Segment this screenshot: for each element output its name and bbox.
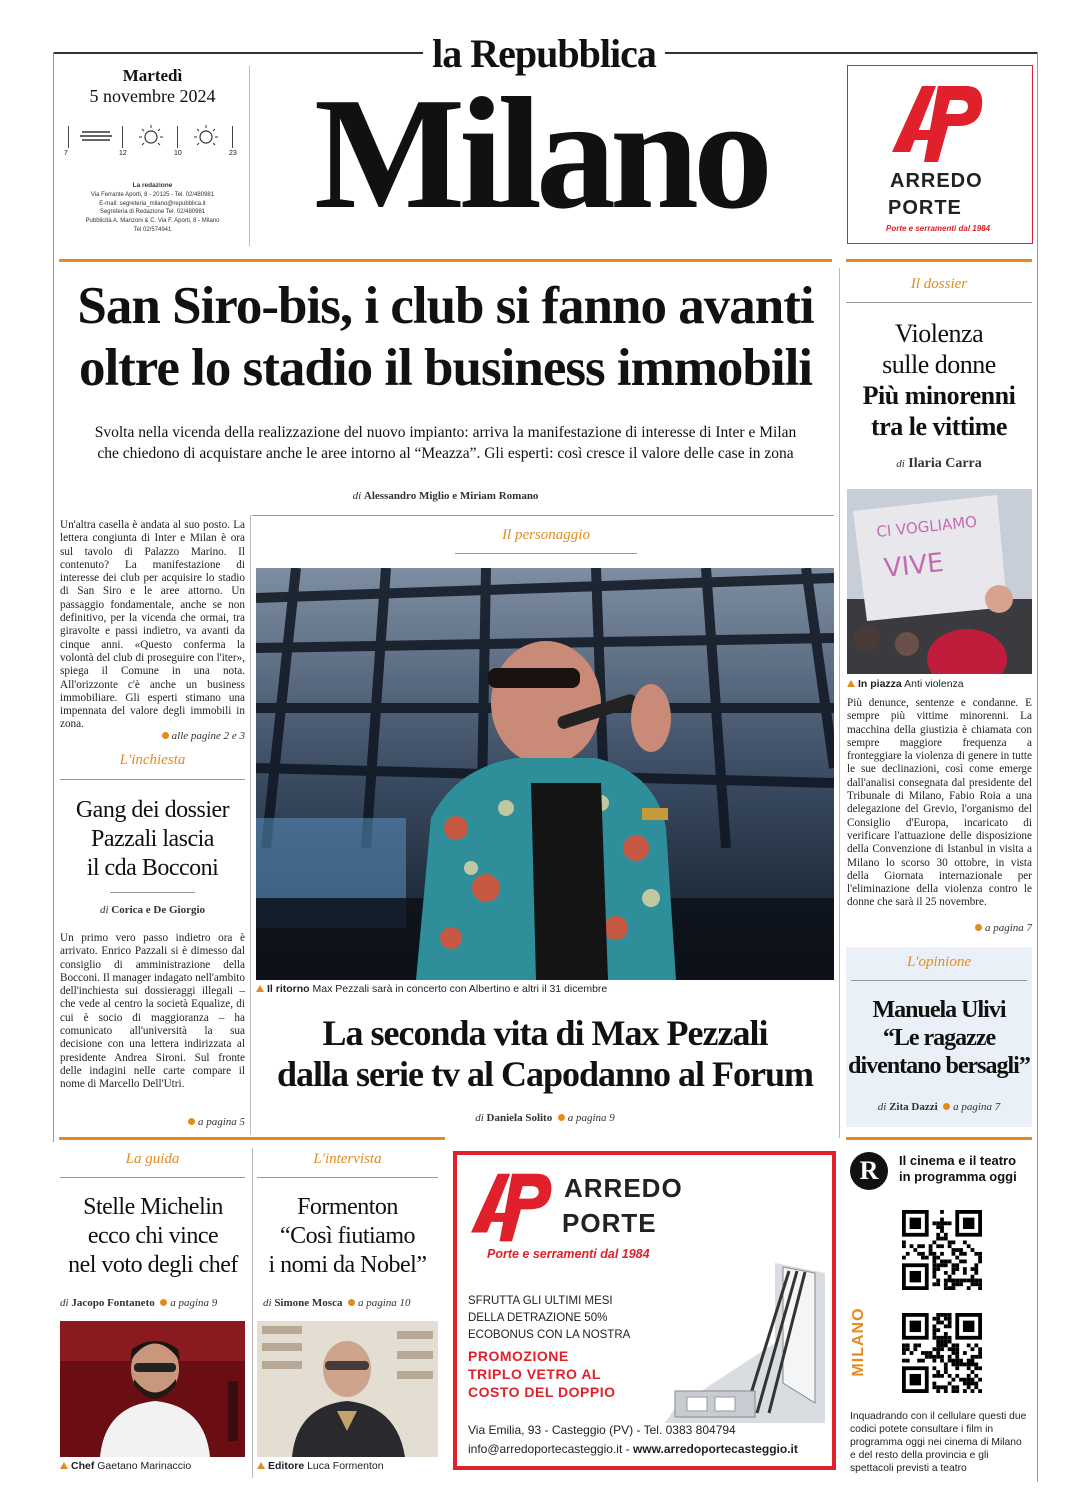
bottom-ad[interactable] — [453, 1151, 836, 1470]
editor-photo — [257, 1321, 438, 1457]
opinione-jump[interactable]: a pagina 7 — [953, 1101, 1001, 1113]
brand-logo[interactable]: la Repubblica — [432, 31, 656, 76]
guida-kicker: La guida — [125, 1151, 180, 1167]
redazione-line: Pubblicità A. Manzoni & C. Via F. Aporti, 8 - Milano — [85, 218, 220, 225]
chef-photo — [60, 1321, 245, 1457]
personaggio-jump[interactable]: a pagina 9 — [567, 1112, 615, 1124]
qr-code-cinema[interactable] — [902, 1210, 982, 1290]
ad-tagline: Porte e serramenti dal 1984 — [886, 224, 991, 233]
bottom-ad-email[interactable]: info@arredoportecasteggio.it - — [468, 1442, 633, 1456]
dossier-caption: In piazza Anti violenza — [847, 678, 1032, 690]
lead-deck-2: che chiedono di acquistare anche le aree intorno al “Meazza”. Gli esperti: così cresce il valore delle case in zona — [97, 445, 794, 462]
qr-code-teatro[interactable] — [902, 1313, 982, 1393]
cinema-text: Inquadrando con il cellulare questi due codici potete consultare i film in programma oggi nei cinema di Milano e del resto della provincia e gli spettacoli previsti a teatro — [850, 1411, 1027, 1474]
ap-logo-icon — [467, 1163, 557, 1250]
top-ad[interactable] — [847, 65, 1033, 244]
pezzali-photo — [256, 568, 834, 980]
repubblica-badge: R — [850, 1152, 888, 1190]
intervista-headline[interactable]: Formenton “Così fiutiamo i nomi da Nobel” — [268, 1194, 427, 1278]
date: 5 novembre 2024 — [89, 86, 216, 106]
opinione-byline: di Zita Dazzi a pagina 7 — [877, 1101, 1001, 1113]
weather-strip — [60, 122, 245, 162]
fog-icon — [80, 130, 112, 149]
ap-logo-icon — [888, 74, 988, 171]
bottom-ad-promo: PROMOZIONE TRIPLO VETRO AL COSTO DEL DOPPIO — [468, 1348, 616, 1400]
ad-name-1: ARREDO — [890, 170, 983, 192]
lead-headline-2[interactable]: oltre lo stadio il business immobili — [78, 339, 813, 397]
bottom-ad-tagline: Porte e serramenti dal 1984 — [487, 1247, 650, 1261]
personaggio-byline: di Daniela Solito a pagina 9 — [475, 1112, 615, 1124]
inchiesta-body: Un primo vero passo indietro ora è arrivato. Enrico Pazzali si è dimesso dal consiglio di amministrazione della Bocconi. Il manager indagato nell'ambito dell'inchiesta sui dossieraggi illegali – che vede al centro la società Equalize, di cui è socio di maggioranza – ha comunicato all'università la sua decisione con una lettera indirizzata al presidente Andrea Sironi. Sul fronte delle indagini nelle carte compare il nome di Marcello Dell'Utri. — [60, 932, 245, 1091]
ad-name-2: PORTE — [888, 197, 962, 219]
dossier-headline[interactable]: Violenza sulle donne Più minorenni tra le vittime — [862, 319, 1016, 441]
inchiesta-headline[interactable]: Gang dei dossier Pazzali lascia il cda Bocconi — [75, 797, 230, 881]
bottom-ad-name-1: ARREDO — [564, 1173, 683, 1203]
opinione-kicker: L'opinione — [906, 954, 972, 970]
temp-4: 23 — [229, 150, 237, 157]
lead-deck-1: Svolta nella vicenda della realizzazione del nuovo impianto: arriva la manifestazione di interesse di Inter e Milan — [94, 424, 797, 441]
redazione-line: Via Ferrante Aporti, 8 - 20125 - Tel. 02/480981 — [90, 191, 215, 198]
cinema-side-label: MILANO — [850, 1307, 867, 1377]
intervista-jump[interactable]: a pagina 10 — [357, 1297, 411, 1309]
cinema-box — [847, 1147, 1032, 1477]
redazione-line: E-mail: segreteria_milano@repubblica.it — [99, 200, 206, 207]
inchiesta-byline: di Corica e De Giorgio — [99, 904, 206, 916]
guida-headline[interactable]: Stelle Michelin ecco chi vince nel voto degli chef — [68, 1194, 238, 1278]
dossier-kicker: Il dossier — [910, 276, 968, 292]
bottom-ad-address: Via Emilia, 93 - Casteggio (PV) - Tel. 0383 804794 — [468, 1423, 736, 1437]
svg-text:VIVE: VIVE — [882, 547, 946, 584]
dossier-jump[interactable]: a pagina 7 — [847, 922, 1032, 934]
dossier-body: Più denunce, sentenze e condanne. E sempre più vittime minorenni. La macchina della giustizia è chiamata con sempre maggiore frequenza a fronteggiare la violenza di genere in tutte le sue declinazioni, così come emerge dall'analisi consegnata dal presidente del Tribunale di Milano, Fabio Roia a una delegazione del Grevio, l'organismo del Consiglio d'Europa, incaricato di verificare l'attuazione delle disposizione della Convenzione di Istanbul in visita a Milano lo scorso 30 ottobre, in vista della Giornata internazionale per l'eliminazione della violenza contro le donne che sarà il 25 novembre. — [847, 697, 1032, 909]
sun-icon — [136, 124, 166, 153]
personaggio-headline-1[interactable]: La seconda vita di Max Pezzali — [322, 1013, 768, 1053]
personaggio-kicker: Il personaggio — [502, 527, 590, 543]
guida-jump[interactable]: a pagina 9 — [170, 1297, 218, 1309]
temp-3: 10 — [174, 150, 182, 157]
edition-title: Milano — [314, 64, 767, 242]
bottom-ad-name-2: PORTE — [562, 1208, 657, 1238]
redazione-line: Tel 02/574941 — [133, 226, 172, 233]
personaggio-caption: Il ritorno Max Pezzali sarà in concerto con Albertino e altri il 31 dicembre — [256, 983, 834, 995]
sun-icon — [191, 124, 221, 153]
svg-text:CI VOGLIAMO: CI VOGLIAMO — [875, 512, 978, 541]
inchiesta-jump[interactable]: a pagina 5 — [60, 1116, 245, 1128]
redazione-line: Segreteria di Redazione Tel. 02/480981 — [99, 209, 206, 216]
redazione-title: La redazione — [132, 182, 173, 189]
bottom-ad-web[interactable]: www.arredoportecasteggio.it — [632, 1442, 798, 1456]
date-block — [60, 66, 245, 107]
day: Martedì — [122, 66, 183, 85]
bottom-ad-lines: SFRUTTA GLI ULTIMI MESI DELLA DETRAZIONE 50% ECOBONUS CON LA NOSTRA — [468, 1295, 631, 1341]
personaggio-headline-2[interactable]: dalla serie tv al Capodanno al Forum — [276, 1054, 814, 1094]
dossier-byline: di Ilaria Carra — [896, 456, 982, 471]
guida-byline: di Jacopo Fontaneto a pagina 9 — [60, 1297, 218, 1309]
lead-body: Un'altra casella è andata al suo posto. La lettera congiunta di Inter e Milan è ora sul tavolo di Palazzo Marino. Il contenuto? La manifestazione di interesse dei club per acquisire lo stadio di San Siro e le aree attorno. Un passaggio fondamentale, anche se non definitivo, per la vicenda che ormai, tra giravolte e passi indietro, va avanti da cinque anni. «Questo conferma la volontà del club di proseguire con l'iter», spiega il Comune in una nota. All'orizzonte c'è anche un business immobiliare. Gli esperti stimano una impennata del valore degli immobili in zona. — [60, 519, 245, 731]
temp-2: 12 — [119, 150, 127, 157]
guida-caption: Chef Gaetano Marinaccio — [60, 1460, 245, 1472]
lead-byline-names: Alessandro Miglio e Miriam Romano — [363, 490, 539, 502]
inchiesta-kicker: L'inchiesta — [119, 752, 186, 768]
lead-byline: di Alessandro Miglio e Miriam Romano — [352, 490, 539, 502]
opinione-headline[interactable]: Manuela Ulivi “Le ragazze diventano bersagli” — [848, 997, 1030, 1079]
intervista-kicker: L'intervista — [313, 1151, 382, 1167]
cinema-title: Il cinema e il teatro in programma oggi — [899, 1153, 1017, 1184]
lead-jump[interactable]: alle pagine 2 e 3 — [60, 730, 245, 742]
temp-1: 7 — [64, 150, 68, 157]
window-profile-icon — [665, 1263, 825, 1428]
lead-headline-1[interactable]: San Siro-bis, i club si fanno avanti — [77, 277, 814, 335]
protest-photo — [847, 489, 1032, 674]
redazione-box — [70, 182, 235, 235]
intervista-caption: Editore Luca Formenton — [257, 1460, 442, 1472]
intervista-byline: di Simone Mosca a pagina 10 — [263, 1297, 411, 1309]
bottom-ad-contact — [468, 1442, 798, 1456]
